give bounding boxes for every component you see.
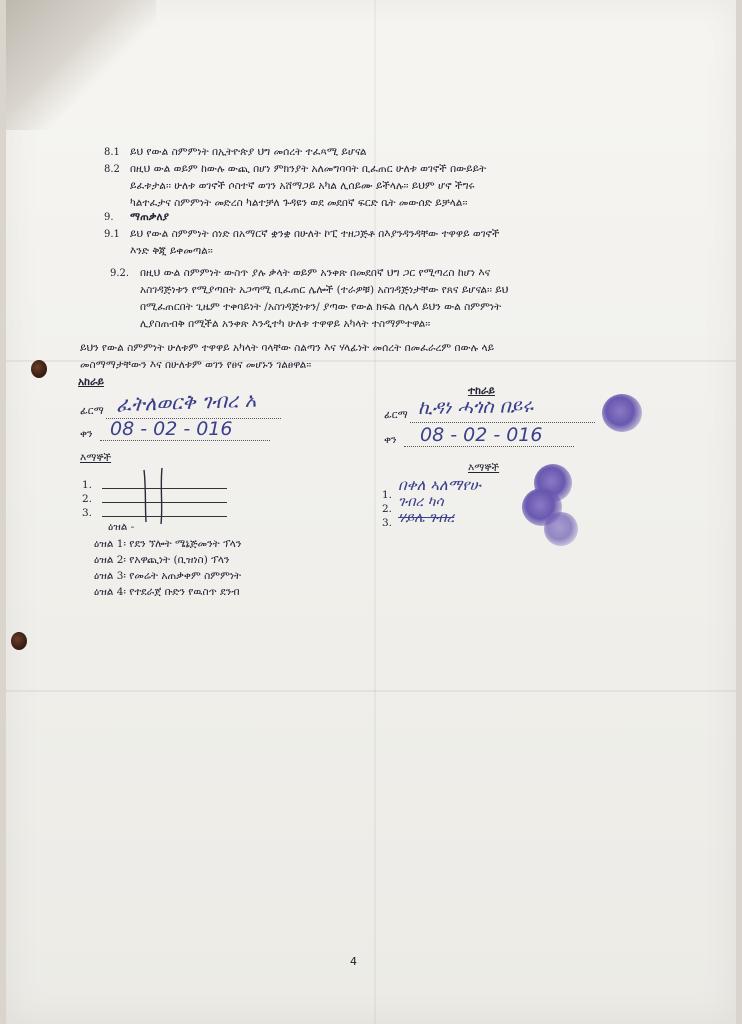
witness-number: 1. — [82, 479, 93, 491]
handwritten-signature: ፈትለወርቅ ገብረ አ — [115, 387, 257, 417]
page-number: 4 — [350, 955, 357, 968]
attachment-item: ዕዝል 1፡ የደን ኘሎት ሜኔጅመንት ፕላን — [94, 538, 242, 550]
clause-text: እንድ ቅጂ ይቀመጣል፡፡ — [130, 245, 213, 257]
witness-name: በቀለ ኣለማየሁ — [398, 476, 481, 494]
attachment-item: ዕዝል 4፡ የተደራጀ ቡድን የዉስጥ ደንብ — [94, 586, 240, 598]
signature-label: ፊርማ — [384, 409, 408, 421]
ink-stamp — [602, 394, 642, 432]
date-line — [404, 446, 574, 447]
witness-number: 1. — [382, 489, 393, 501]
date-label: ቀን — [80, 428, 93, 440]
party-title-right: ተከራይ — [468, 385, 495, 397]
ink-stamp — [544, 512, 578, 546]
clause-text: ይፈቱታል፡፡ ሁለቱ ወገኖች ሶስተኛ ወገን አሸማጋይ አካል ሊሰይሙ ይችላሉ፡፡ ይህም ሆኖ ችግሩ — [130, 180, 475, 192]
fold-crease — [374, 0, 376, 1024]
clause-number: 9.1 — [104, 229, 120, 240]
folded-corner — [6, 0, 156, 130]
closing-text: ይህን የውል ስምምነት ሁለቱም ተዋዋይ አካላት ባላቸው ስልጣን እና ሃላፊነት መሰረት በመፈራረም በውሉ ላይ — [80, 342, 495, 354]
witness-name: ገብረ ካሳ — [398, 494, 444, 510]
clause-number: 9.2. — [110, 268, 130, 279]
section-title: ማጠቃለያ — [130, 211, 170, 223]
date-label: ቀን — [384, 434, 397, 446]
clause-text: ይህ የውል ስምምነት ሰነድ በአማርኛ ቋንቋ በሁለት ኮፒ ተዘጋጅቶ በእያንዳንዳቸው ተዋዋይ ወገኖች — [130, 228, 500, 240]
handwritten-mark — [136, 466, 176, 526]
witness-number: 3. — [82, 507, 93, 519]
clause-text: አስገዳጅነቱን የሚያጣበት አጋጣሚ ቢፈጠር ሌሎች (ተራዎቹ) አስገዳጅነታቸው የጸና ይሆናል፡፡ ይህ — [140, 284, 509, 296]
attachments-title: ዕዝል - — [108, 521, 135, 533]
witness-number: 3. — [382, 517, 393, 529]
witness-title-right: እማኞች — [468, 462, 500, 474]
clause-text: በዚህ ውል ወይም ከውሉ ውጪ በሆነ ምክንያት አለመግባባት ቢፈጠር ሁለቱ ወገኖች በውይይት — [130, 163, 487, 175]
closing-text: መስማማታቸውን እና በሁለቱም ወገን የፀና መሆኑን ገልፀዋል፡፡ — [80, 359, 312, 371]
section-number: 9. — [104, 212, 114, 223]
clause-text: በዚህ ውል ስምምነት ውስጥ ያሉ ቃላት ወይም አንቀጽ በመደበኛ ህግ ጋር የሚጣረስ ከሆነ እና — [140, 267, 491, 279]
clause-text: ሊያስጠብቅ በሚችል አንቀጽ እንዲተካ ሁለቱ ተዋዋይ አካላት ተስማምተዋል፡፡ — [140, 318, 431, 330]
party-title-left: አከራይ — [78, 376, 104, 388]
handwritten-signature: ኪዳነ ሓጎስ በይሩ — [417, 394, 534, 420]
handwritten-date: 08 - 02 - 016 — [420, 424, 543, 446]
witness-name: ሃይሌ ገብረ — [398, 510, 455, 526]
punch-hole — [11, 632, 27, 650]
punch-hole — [31, 360, 47, 378]
signature-label: ፊርማ — [80, 405, 104, 417]
handwritten-date: 08 - 02 - 016 — [110, 418, 233, 440]
document-page — [6, 0, 736, 1024]
clause-text: ካልተፈታና ስምምነት መድረስ ካልተቻለ ጉዳዩን ወደ መደበኛ ፍርድ ቤት መውሰድ ይቻላል፡፡ — [130, 197, 468, 209]
witness-title-left: እማኞች — [80, 452, 112, 464]
clause-number: 8.2 — [104, 164, 120, 175]
attachment-item: ዕዝል 3፡ የመሬት አጠቃቀም ስምምነት — [94, 570, 242, 582]
date-line — [100, 440, 270, 441]
clause-number: 8.1 — [104, 147, 120, 158]
clause-text: በሚፈጠርበት ጊዜም ተቀባይነት /አስገዳጅነቱን/ ያጣው የውል ክፍል በሌላ ይህን ውል ስምምነት — [140, 301, 502, 313]
witness-number: 2. — [382, 503, 393, 515]
fold-crease — [6, 690, 736, 692]
witness-number: 2. — [82, 493, 93, 505]
clause-text: ይህ የውል ስምምነት በኢትዮጵያ ህግ መሰረት ተፈጻሚ ይሆናል — [130, 146, 367, 158]
signature-line — [410, 422, 595, 423]
attachment-item: ዕዝል 2፡ የአዋጪነት (ቢዝነስ) ፕላን — [94, 554, 230, 566]
